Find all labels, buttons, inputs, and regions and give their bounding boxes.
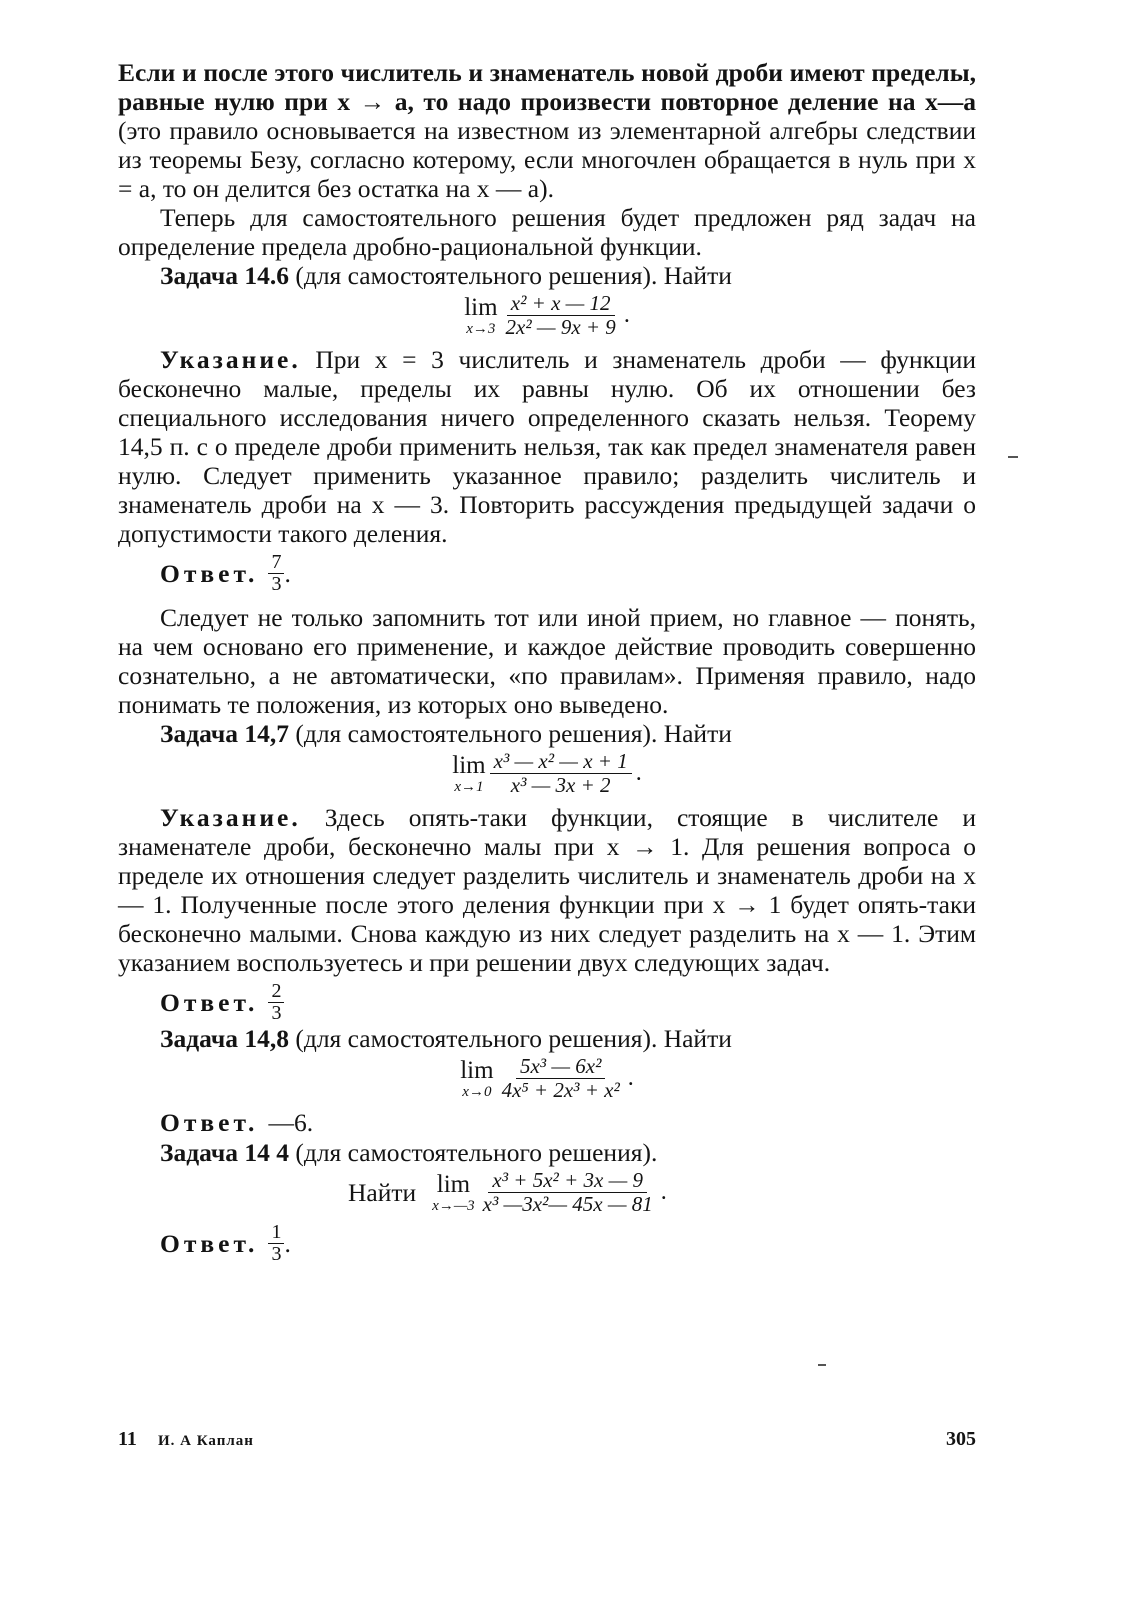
answer-numerator: 1 [268,1222,284,1244]
answer-label: Ответ. [160,1108,259,1137]
lim-subscript: x→3 [466,320,496,337]
paragraph-intro: Теперь для самостоятельного решения будет предложен ряд задач на определение предела дробно-рациональной функции. [118,203,976,261]
hint-text: При x = 3 числитель и знаменатель дроби — функции бесконечно малые, пределы их равны нулю. Об их отношении без специального исследования ничего определенного сказать нельзя. Теорему 14,5 п. c о пределе дроби применить нельзя, так как предел знаменателя равен нулю. Следует применить указанное правило; разделить числитель и знаменатель дроби на x — 3. Повторить рассуждения предыдущей задачи о допустимости такого деления. [118,345,976,548]
task-heading-14-8 [160,1024,976,1053]
hint-label: Указание. [160,345,301,374]
task-text: (для самостоятельного решения). Найти [288,261,732,290]
lim-word: lim [460,1056,494,1084]
fraction [479,1169,657,1216]
formula-14-4 [348,1169,976,1216]
denominator: 4x⁵ + 2x³ + x² [501,1078,620,1102]
answer-denominator: 3 [271,1243,282,1265]
answer-numerator: 7 [268,552,284,574]
margin-mark [818,1364,826,1366]
answer-14-7 [160,981,976,1024]
fraction [490,750,632,797]
denominator: 2x² — 9x + 9 [505,315,616,339]
task-text: (для самостоятельного решения). Найти [288,719,732,748]
lim-word: lim [452,751,486,779]
margin-mark [1008,456,1018,458]
hint-text: Здесь опять-таки функции, стоящие в числителе и знаменателе дроби, бесконечно малы при x → 1. Для решения вопроса о пределе их отношения следует разделить числитель и знаменатель дроби на x — 1. Полученные после этого деления функции при x → 1 будет опять-таки бесконечно малыми. Снова каждую из них следует разделить на x — 1. Этим указанием воспользуетесь и при решении двух следующих задач. [118,803,976,977]
denominator: x³ — 3x + 2 [510,773,611,797]
page-footer [118,1428,976,1451]
answer-denominator: 3 [271,1002,282,1024]
find-word: Найти [348,1177,417,1207]
task-heading-14-4 [160,1138,976,1167]
task-heading-14-6 [160,261,976,290]
lim-subscript: x→0 [462,1083,492,1100]
fraction [502,292,620,339]
answer-period: . [284,1228,291,1258]
numerator: 5x³ — 6x² [516,1055,605,1079]
task-label: Задача 14,7 [160,719,289,748]
lim-word: lim [464,293,498,321]
formula-14-6 [118,292,976,339]
lim-word: lim [436,1170,471,1198]
author-name: И. А Каплан [158,1433,254,1449]
answer-fraction [268,1222,284,1265]
formula-period: . [635,760,642,786]
answer-period: . [284,558,291,588]
limit-operator [464,295,497,337]
answer-numerator: 2 [268,981,284,1003]
rule-statement: Если и после этого числитель и знаменатель новой дроби имеют пределы, равные нулю при x → a, то надо произвести повторное деление на x—a [118,58,976,116]
answer-value: —6. [268,1108,314,1137]
paragraph-advice: Следует не только запомнить тот или иной прием, но главное — понять, на чем основано его применение, и каждое действие проводить совершенно сознательно, а не автоматически, «по правилам». Применяя правило, надо понимать те положения, из которых оно выведено. [118,603,976,719]
hint-14-6 [118,345,976,548]
formula-14-8 [118,1055,976,1102]
task-text: (для самостоятельного решения). Найти [288,1024,732,1053]
task-label: Задача 14,8 [160,1024,289,1053]
page-body [118,58,976,1265]
formula-period: . [627,1065,634,1091]
answer-label: Ответ. [160,987,259,1017]
task-heading-14-7 [160,719,976,748]
task-label: Задача 14.6 [160,261,289,290]
task-label: Задача 14 4 [160,1138,289,1167]
lim-subscript: x→—3 [432,1197,475,1214]
hint-label: Указание. [160,803,301,832]
formula-period: . [623,302,630,328]
limit-operator [460,1058,493,1100]
rule-explanation: (это правило основывается на известном из элементарной алгебры следствии из теоремы Безу, согласно котерому, если многочлен обращается в нуль при x = a, то он делится без остатка на x — a). [118,116,976,203]
answer-label: Ответ. [160,1228,259,1258]
paragraph-bezout-rule [118,58,976,203]
limit-operator [432,1172,475,1214]
formula-14-7 [118,750,976,797]
answer-fraction [268,552,284,595]
answer-14-6 [160,552,976,595]
lim-subscript: x→1 [454,778,484,795]
denominator: x³ —3x²— 45x — 81 [482,1192,653,1216]
fraction [498,1055,624,1102]
limit-operator [452,753,485,795]
answer-14-4 [160,1222,976,1265]
formula-period: . [660,1179,667,1205]
answer-denominator: 3 [271,573,282,595]
numerator: x³ + 5x² + 3x — 9 [488,1169,647,1193]
page-number: 305 [946,1428,976,1450]
task-text: (для самостоятельного решения). [288,1138,658,1167]
answer-14-8 [160,1108,976,1138]
signature-mark: 11 [118,1428,137,1450]
numerator: x² + x — 12 [507,292,615,316]
answer-fraction [268,981,284,1024]
numerator: x³ — x² — x + 1 [490,750,632,774]
hint-14-7 [118,803,976,977]
answer-label: Ответ. [160,558,259,588]
